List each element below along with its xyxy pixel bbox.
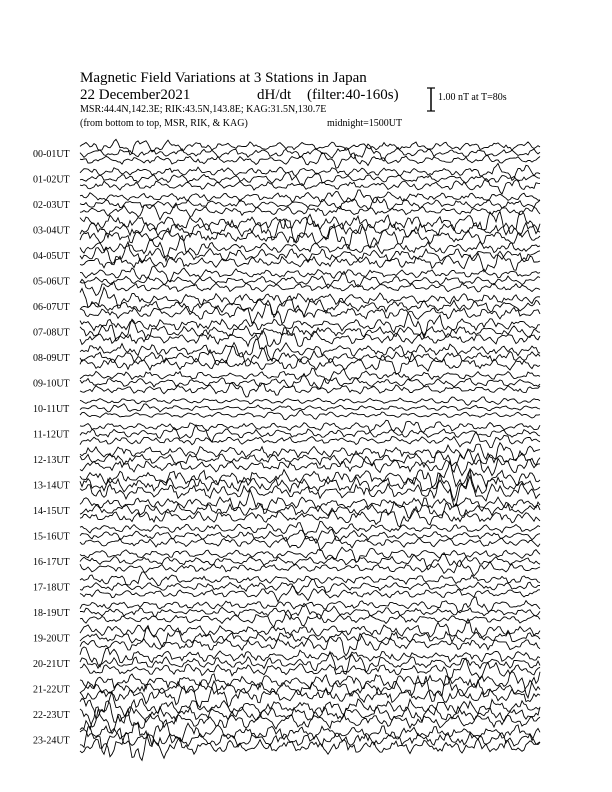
filter-label: (filter:40-160s) <box>307 87 399 103</box>
trace-rik <box>80 197 540 209</box>
hour-label: 20-21UT <box>33 659 70 670</box>
trace-kag <box>80 397 540 405</box>
midnight-note: midnight=1500UT <box>327 118 403 129</box>
trace-msr <box>80 251 540 271</box>
trace-msr <box>80 279 540 295</box>
hour-label: 07-08UT <box>33 327 70 339</box>
stations-label: MSR:44.4N,142.3E; RIK:43.5N,143.8E; KAG:31.5N,130.7E <box>80 104 327 115</box>
trace-kag <box>80 521 540 534</box>
trace-kag <box>80 490 540 514</box>
trace-kag <box>80 190 540 203</box>
trace-rik <box>80 404 540 412</box>
trace-msr <box>80 300 540 323</box>
chart-date: 22 December2021 <box>80 87 191 103</box>
hour-label: 12-13UT <box>33 455 70 466</box>
quantity-label: dH/dt <box>257 87 292 103</box>
chart-title: Magnetic Field Variations at 3 Stations in Japan <box>80 70 367 86</box>
hour-label: 17-18UT <box>33 582 70 594</box>
trace-rik <box>80 579 540 593</box>
trace-rik <box>80 603 540 619</box>
hour-label: 02-03UT <box>33 200 70 211</box>
hour-label: 03-04UT <box>33 225 70 237</box>
hour-label: 01-02UT <box>33 174 70 186</box>
hour-label: 19-20UT <box>33 633 70 645</box>
hour-label: 06-07UT <box>33 302 70 313</box>
trace-rik <box>80 449 540 472</box>
hour-label: 08-09UT <box>33 353 70 364</box>
trace-kag <box>80 672 540 698</box>
hour-label: 16-17UT <box>33 557 70 568</box>
trace-rik <box>80 242 540 263</box>
hour-label: 21-22UT <box>33 684 70 696</box>
scale-bar <box>427 88 435 111</box>
trace-rik <box>80 553 540 570</box>
hour-label: 23-24UT <box>33 735 70 747</box>
trace-msr <box>80 536 540 550</box>
trace-msr <box>80 453 540 475</box>
trace-msr <box>80 179 540 195</box>
hour-rows <box>33 139 540 760</box>
hour-label: 15-16UT <box>33 531 70 543</box>
trace-rik <box>80 172 540 185</box>
trace-msr <box>80 586 540 602</box>
trace-rik <box>80 727 540 755</box>
trace-msr <box>80 353 540 375</box>
hour-label: 10-11UT <box>33 404 70 415</box>
trace-msr <box>80 410 540 420</box>
scale-bar-label: 1.00 nT at T=80s <box>438 92 507 103</box>
trace-kag <box>80 572 540 586</box>
trace-msr <box>80 733 540 760</box>
hour-label: 22-23UT <box>33 710 70 721</box>
trace-msr <box>80 560 540 576</box>
trace-rik <box>80 374 540 389</box>
trace-msr <box>80 658 540 679</box>
trace-msr <box>80 634 540 656</box>
hour-label: 05-06UT <box>33 276 70 288</box>
station-order-note: (from bottom to top, MSR, RIK, & KAG) <box>80 118 248 129</box>
trace-kag <box>80 720 540 747</box>
hour-label: 11-12UT <box>33 429 70 441</box>
hour-label: 04-05UT <box>33 251 70 262</box>
hour-label: 13-14UT <box>33 480 70 492</box>
hour-label: 14-15UT <box>33 506 70 517</box>
hour-label: 09-10UT <box>33 378 70 390</box>
trace-msr <box>80 432 540 448</box>
trace-msr <box>80 153 540 169</box>
hour-label: 00-01UT <box>33 149 70 160</box>
hour-label: 18-19UT <box>33 608 70 619</box>
